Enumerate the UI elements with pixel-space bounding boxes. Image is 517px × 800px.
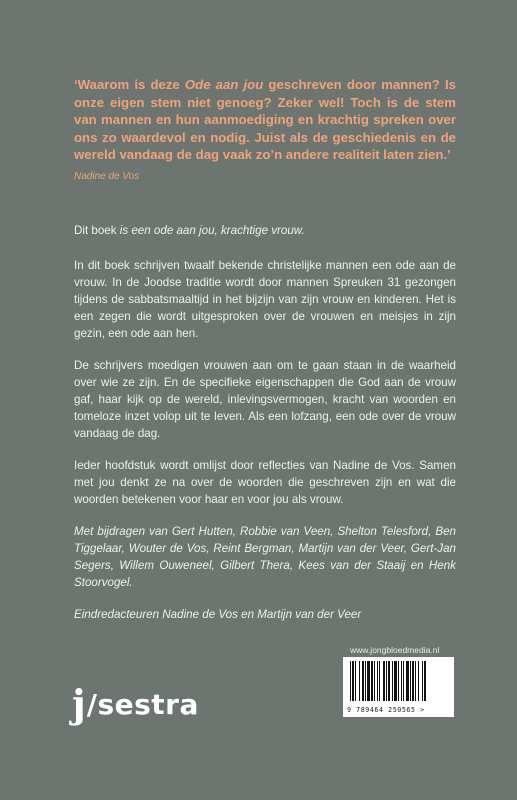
quote-block [74,76,456,182]
paragraph-3: Ieder hoofdstuk wordt omlijst door reflecties van Nadine de Vos. Samen met jou denkt ze na over de woorden die geschreven zijn en wat die woorden betekenen voor haar en voor jou als vrouw. [74,459,456,506]
quote-author: Nadine de Vos [74,170,140,182]
paragraph-2: De schrijvers moedigen vrouwen aan om te gaan staan in de waarheid over wie ze zijn. En de specifieke eigenschappen die God aan de vrouw gaf, haar kijk op de wereld, inlevingsvermogen, kracht van woorden en tomeloze inzet volop uit te leven. Als een lofzang, een ode over de vrouw vandaag de dag. [74,359,456,440]
contributors-paragraph: Met bijdragen van Gert Hutten, Robbie van Veen, Shelton Telesford, Ben Tiggelaar, Wouter de Vos, Reint Bergman, Martijn van der Veer, Gert-Jan Segers, Willem Ouweneel, Gilbert Thera, Kees van der Staaij en Henk Stoorvogel. [74,525,456,589]
lead-prefix: Dit boek [74,224,120,237]
logo-text: /sestra [86,687,199,721]
blurb [74,222,456,638]
quote-part-2: geschreven door mannen? Is onze eigen stem niet genoeg? Zeker wel! Toch is de stem van mannen en hun aanmoediging en krachtig spreken over ons zo waardevol en nodig. Juist als de geschiedenis en de wereld vandaag de dag vaak zo’n andere realiteit laten zien.’ [74,77,456,162]
quote-part-1: ‘Waarom is deze [74,77,185,92]
logo-mark-icon: j [72,681,86,726]
barcode [343,657,454,717]
publisher-logo [72,681,199,726]
barcode-bars-icon [348,661,449,701]
paragraph-1: In dit boek schrijven twaalf bekende christelijke mannen een ode aan de vrouw. In de Joodse traditie wordt door mannen Spreuken 31 gezongen tijdens de sabbatsmaaltijd in het bijzijn van zijn vrouw en kinderen. Het is een zegen die wordt uitgesproken over de vrouwen en meisjes in zijn gezin, een ode aan hen. [74,259,456,340]
editors-line: Eindredacteuren Nadine de Vos en Martijn van der Veer [74,608,362,621]
barcode-digits: 9 789464 250565 > [347,706,425,714]
lead-italic: is een ode aan jou, krachtige vrouw. [119,224,305,237]
publisher-website: www.jongbloedmedia.nl [350,645,440,655]
quote-title-italic: Ode aan jou [184,77,264,92]
quote-text [74,76,456,164]
lead-paragraph [74,222,456,239]
